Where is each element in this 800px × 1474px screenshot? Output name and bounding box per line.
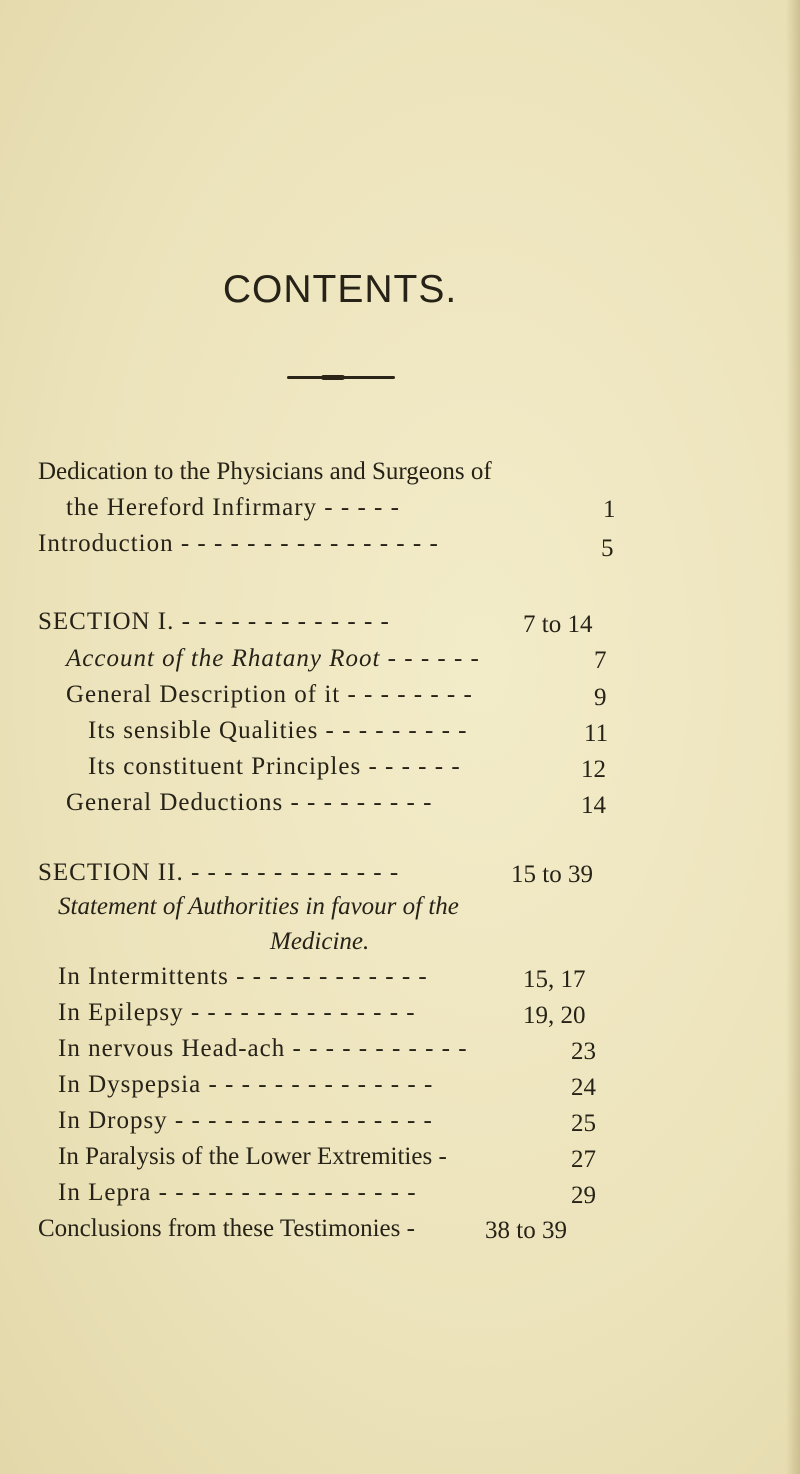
toc-page-dedication: 1 [603,496,616,523]
toc-page: 23 [571,1038,596,1065]
toc-entry: In Dropsy - - - - - - - - - - - - - - - - [58,1107,433,1134]
toc-page: 29 [571,1182,596,1209]
section2-heading: SECTION II. - - - - - - - - - - - - - [38,859,400,886]
toc-page: 12 [581,756,606,783]
toc-entry: In Intermittents - - - - - - - - - - - - [58,963,428,990]
toc-entry: In Dyspepsia - - - - - - - - - - - - - - [58,1071,434,1098]
ornamental-rule [287,376,395,379]
toc-page: 9 [594,684,607,711]
section1-subtitle: Account of the Rhatany Root - - - - - - [66,645,480,672]
toc-entry: General Description of it - - - - - - - - [66,681,473,708]
section1-range: 7 to 14 [523,611,593,638]
toc-entry: General Deductions - - - - - - - - - [66,789,433,816]
toc-page-conclusions: 38 to 39 [485,1217,567,1244]
toc-page: 24 [571,1074,596,1101]
toc-entry: Its constituent Principles - - - - - - [88,753,461,780]
toc-entry: In Lepra - - - - - - - - - - - - - - - - [58,1179,417,1206]
toc-entry: In nervous Head-ach - - - - - - - - - - - [58,1035,468,1062]
section1-heading: SECTION I. - - - - - - - - - - - - - [38,608,390,635]
toc-entry: In Paralysis of the Lower Extremities - [58,1143,447,1170]
toc-page: 19, 20 [523,1002,586,1029]
page-edge-shadow [786,0,800,1474]
toc-page: 25 [571,1110,596,1137]
toc-page-introduction: 5 [601,535,614,562]
section2-subtitle-line1: Statement of Authorities in favour of the [58,893,459,920]
section2-subtitle-line2: Medicine. [270,928,370,955]
toc-entry-conclusions: Conclusions from these Testimonies - [38,1215,415,1242]
toc-entry-dedication-line1: Dedication to the Physicians and Surgeons of [38,458,492,485]
toc-page: 27 [571,1146,596,1173]
toc-entry: In Epilepsy - - - - - - - - - - - - - - [58,999,416,1026]
toc-page: 14 [581,792,606,819]
toc-page: 15, 17 [523,966,586,993]
toc-entry-introduction: Introduction - - - - - - - - - - - - - - - - [38,530,439,557]
toc-page: 11 [584,720,609,747]
toc-entry: Its sensible Qualities - - - - - - - - - [88,717,468,744]
section2-range: 15 to 39 [511,861,593,888]
page-title: CONTENTS. [222,268,458,311]
toc-entry-dedication-line2: the Hereford Infirmary - - - - - [66,494,400,521]
section1-subtitle-page: 7 [594,647,607,674]
